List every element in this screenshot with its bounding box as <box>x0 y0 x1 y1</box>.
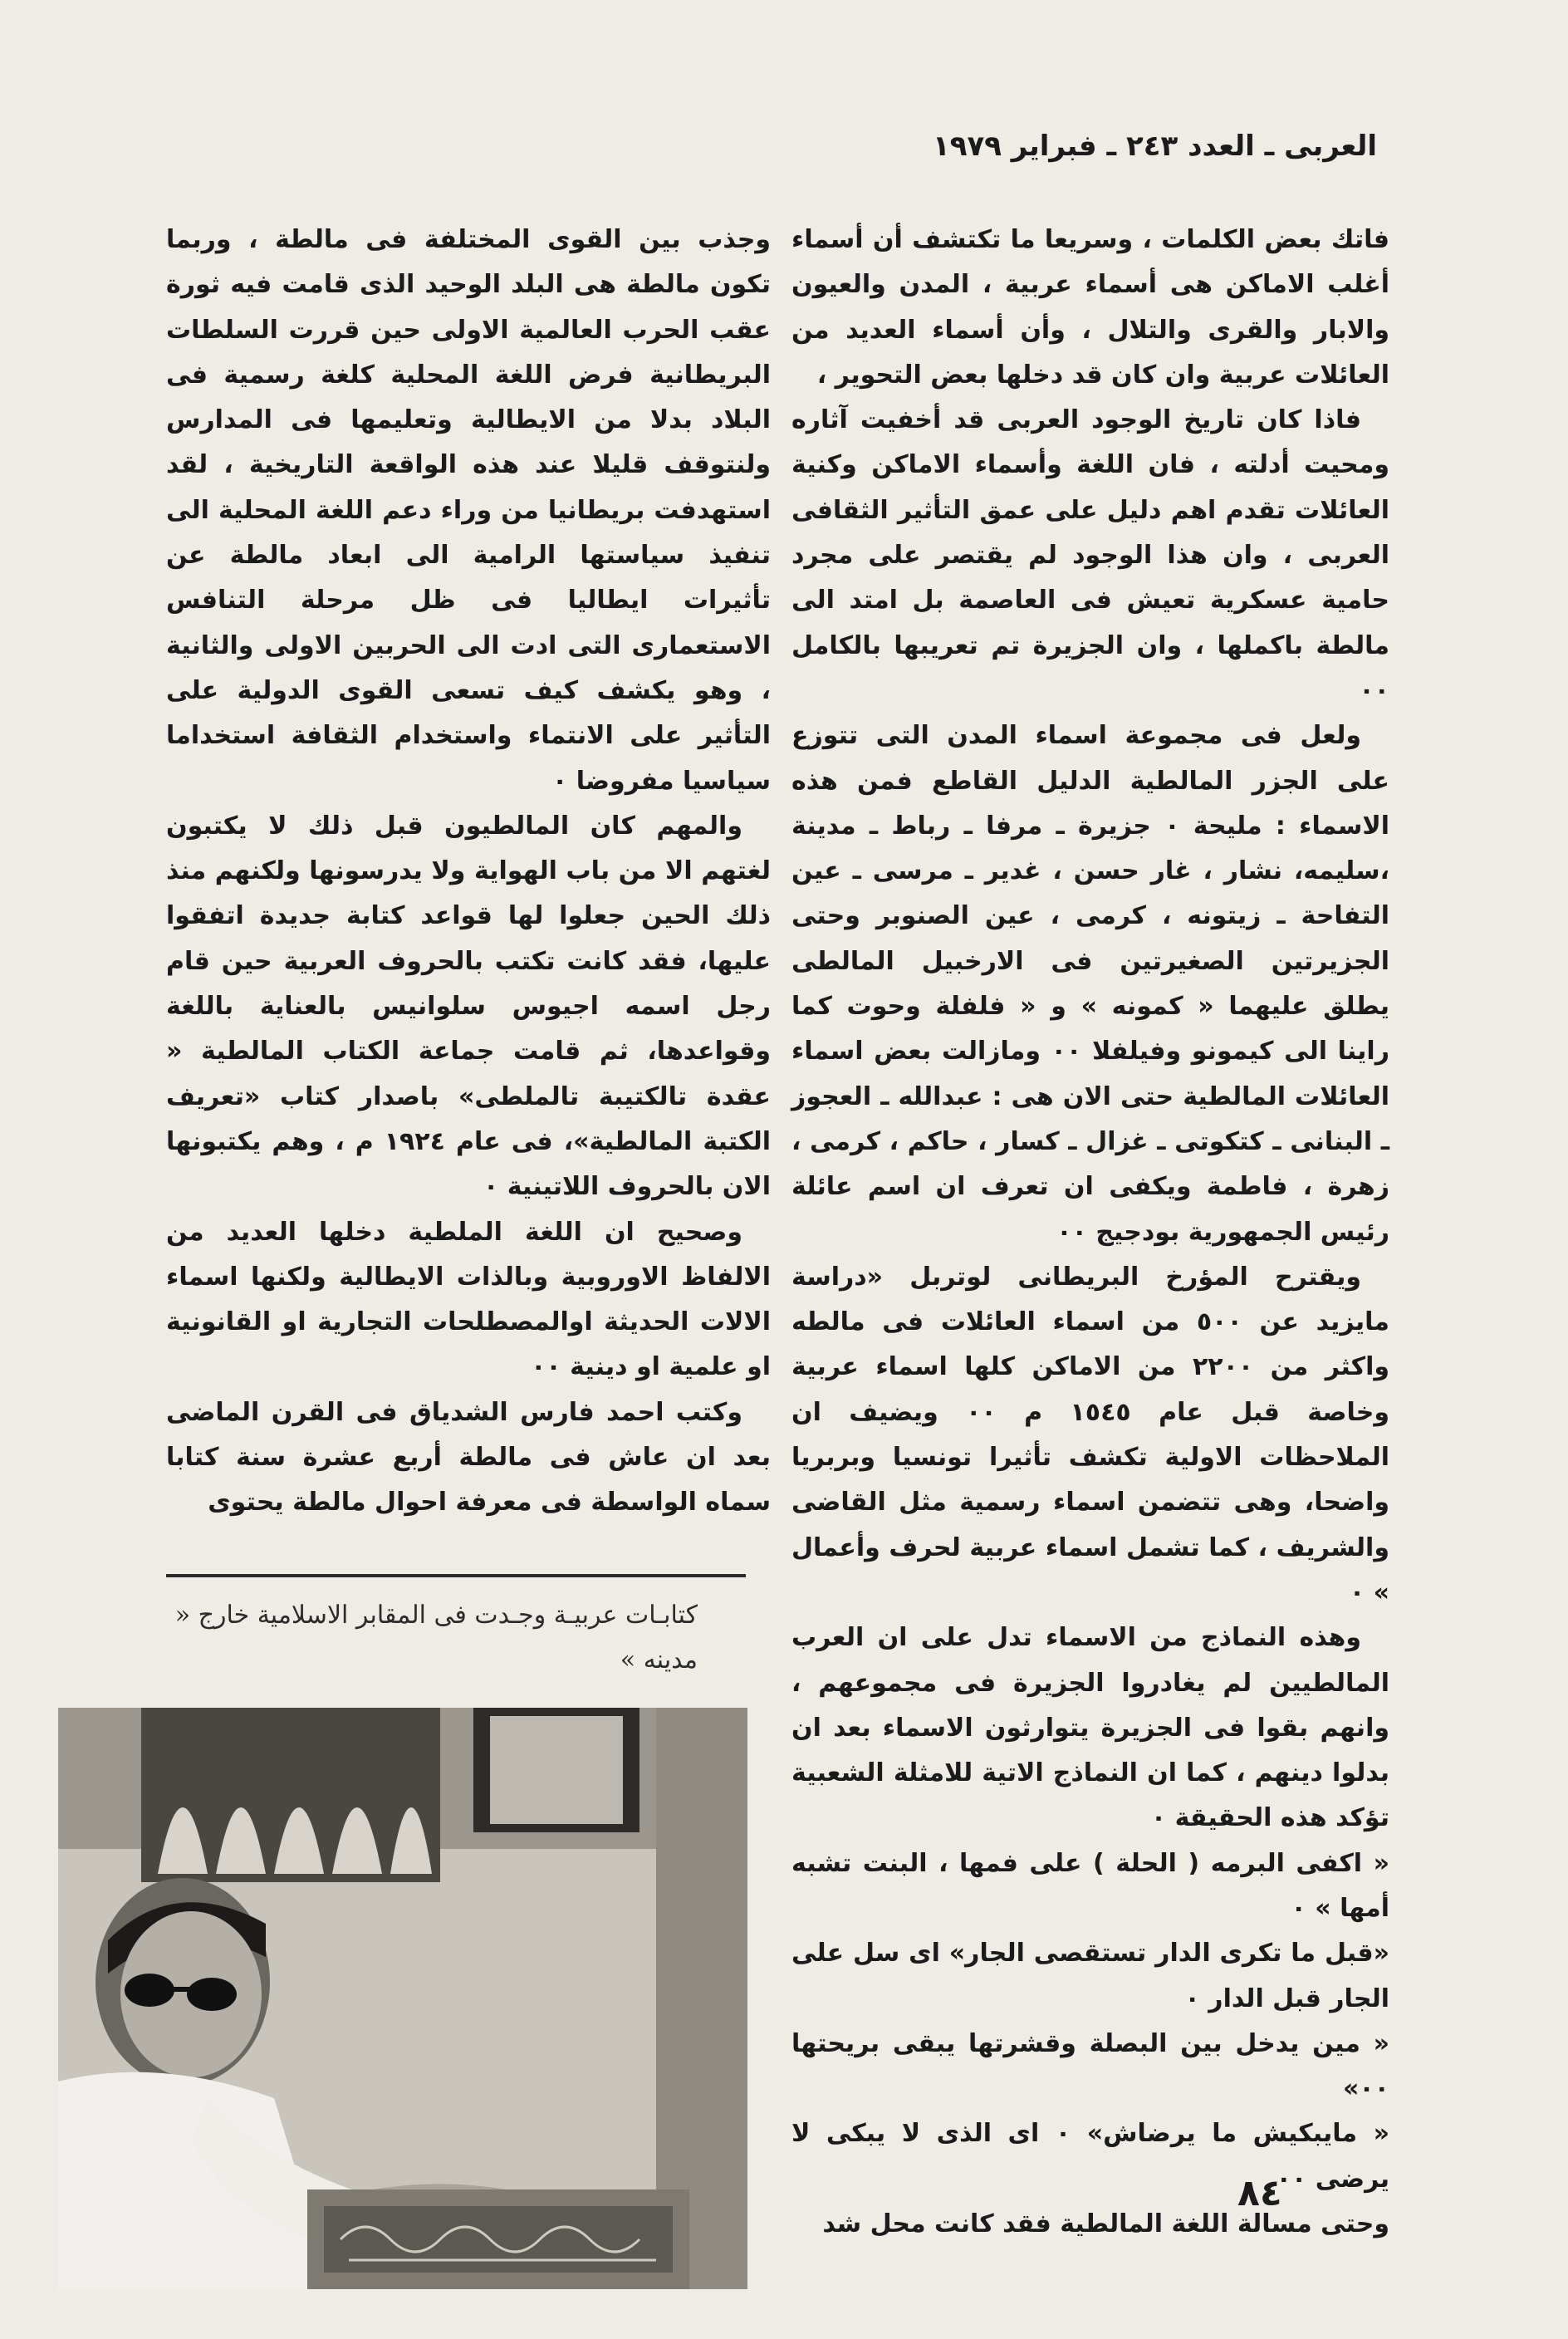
paragraph: وصحيح ان اللغة الملطية دخلها العديد من الالفاظ الاوروبية وبالذات الايطالية ولكنها اسماء الالات الحديثة اوالمصطلحات التجارية او القانونية او علمية او دينية ٠٠ <box>166 1217 771 1382</box>
proverb: «قبل ما تكرى الدار تستقصى الجار» اى سل على الجار قبل الدار ٠ <box>791 1939 1389 2013</box>
paragraph: فاذا كان تاريخ الوجود العربى قد أخفيت آثاره ومحيت أدلته ، فان اللغة وأسماء الاماكن وكنية العائلات تقدم اهم دليل على عمق التأثير الثقافى العربى ، وان هذا الوجود لم يقتصر على مجرد حامية عسكرية تعيش فى العاصمة بل امتد الى مالطة باكملها ، وان الجزيرة تم تعريبها بالكامل ٠٠ <box>791 405 1389 705</box>
paragraph: ويقترح المؤرخ البريطانى لوتربل «دراسة مايزيد عن ٥٠٠ من اسماء العائلات فى مالطه واكثر من ٢٢٠٠ من الاماكن كلها اسماء عربية وخاصة قبل عام ١٥٤٥ م ٠٠ ويضيف ان الملاحظات الاولية تكشف تأثيرا تونسيا وبربريا واضحا، وهى تتضمن اسماء رسمية مثل القاضى والشريف ، كما تشمل اسماء عربية لحرف وأعمال » ٠ <box>791 1262 1389 1607</box>
paragraph: فاتك بعض الكلمات ، وسريعا ما تكتشف أن أسماء أغلب الاماكن هى أسماء عربية ، المدن والعيون والابار والقرى والتلال ، وأن أسماء العديد من العائلات عربية وان كان قد دخلها بعض التحوير ، <box>791 225 1389 390</box>
proverb: « مين يدخل بين البصلة وقشرتها يبقى بريحتها ٠٠» <box>791 2028 1389 2104</box>
photo-illustration <box>58 1708 747 2289</box>
photo-caption: كتابـات عربيـة وجـدت فى المقابر الاسلامية خارج « مدينه » <box>174 1601 698 1675</box>
paragraph: والمهم كان المالطيون قبل ذلك لا يكتبون لغتهم الا من باب الهواية ولا يدرسونها ولكنهم منذ ذلك الحين جعلوا لها قواعد كتابة جديدة اتفقوا عليها، فقد كانت تكتب بالحروف العربية حين قام رجل اسمه اجيوس سلوانيس بالعناية باللغة وقواعدها، ثم قامت جماعة الكتاب المالطية « عقدة تالكتيبة تالملطى» باصدار كتاب «تعريف الكتبة المالطية»، فى عام ١٩٢٤ م ، وهم يكتبونها الان بالحروف اللاتينية ٠ <box>166 811 771 1202</box>
paragraph: ولعل فى مجموعة اسماء المدن التى تتوزع على الجزر المالطية الدليل القاطع فمن هذه الاسماء : مليحة ٠ جزيرة ـ مرفا ـ رباط ـ مدينة ،سليمه، نشار ، غار حسن ، غدير ـ مرسى ـ عين التفاحة ـ زيتونه ، كرمى ، عين الصنوبر وحتى الجزيرتين الصغيرتين فى الارخبيل المالطى يطلق عليهما « كمونه » و « فلفلة وحوت كما راينا الى كيمونو وفيلفلا ٠٠ ومازالت بعض اسماء العائلات المالطية حتى الان هى : عبدالله ـ العجوز ـ البنانى ـ كتكوتى ـ غزال ـ كسار ، حاكم ، كرمى ، زهرة ، فاطمة ويكفى ان تعرف ان اسم عائلة رئيس الجمهورية بودجيج ٠٠ <box>791 721 1389 1247</box>
page-header: العربى ـ العدد ٢٤٣ ـ فبراير ١٩٧٩ <box>932 130 1377 163</box>
photograph <box>58 1708 747 2289</box>
page-number: ٨٤ <box>1237 2172 1282 2214</box>
proverb: « اكفى البرمه ( الحلة ) على فمها ، البنت تشبه أمها » ٠ <box>791 1848 1389 1923</box>
paragraph: وكتب احمد فارس الشدياق فى القرن الماضى بعد ان عاش فى مالطة أربع عشرة سنة كتابا سماه الواسطة فى معرفة احوال مالطة يحتوى <box>166 1397 771 1518</box>
right-text-column <box>791 218 1389 2247</box>
paragraph: وجذب بين القوى المختلفة فى مالطة ، وربما تكون مالطة هى البلد الوحيد الذى قامت فيه ثورة عقب الحرب العالمية الاولى حين قررت السلطات البريطانية فرض اللغة المحلية كلغة رسمية فى البلاد بدلا من الايطالية وتعليمها فى المدارس ولنتوقف قليلا عند هذه الواقعة التاريخية ، لقد استهدفت بريطانيا من وراء دعم اللغة المحلية الى تنفيذ سياستها الرامية الى ابعاد مالطة عن تأثيرات ايطاليا فى ظل مرحلة التنافس الاستعمارى التى ادت الى الحربين الاولى والثانية ، وهو يكشف كيف تسعى القوى الدولية على التأثير على الانتماء واستخدام الثقافة استخداما سياسيا مفروضا ٠ <box>166 225 771 796</box>
left-text-column <box>166 218 771 1526</box>
proverb: « مايبكيش ما يرضاش» ٠ اى الذى لا يبكى لا يرضى ٠٠ <box>791 2119 1389 2194</box>
caption-divider <box>166 1574 746 1577</box>
paragraph: وهذه النماذج من الاسماء تدل على ان العرب المالطيين لم يغادروا الجزيرة فى مجموعهم ، وانهم بقوا فى الجزيرة يتوارثون الاسماء بعد ان بدلوا دينهم ، كما ان النماذج الاتية للامثلة الشعبية تؤكد هذه الحقيقة ٠ <box>791 1623 1389 1833</box>
paragraph: وحتى مسالة اللغة المالطية فقد كانت محل شد <box>822 2209 1389 2239</box>
